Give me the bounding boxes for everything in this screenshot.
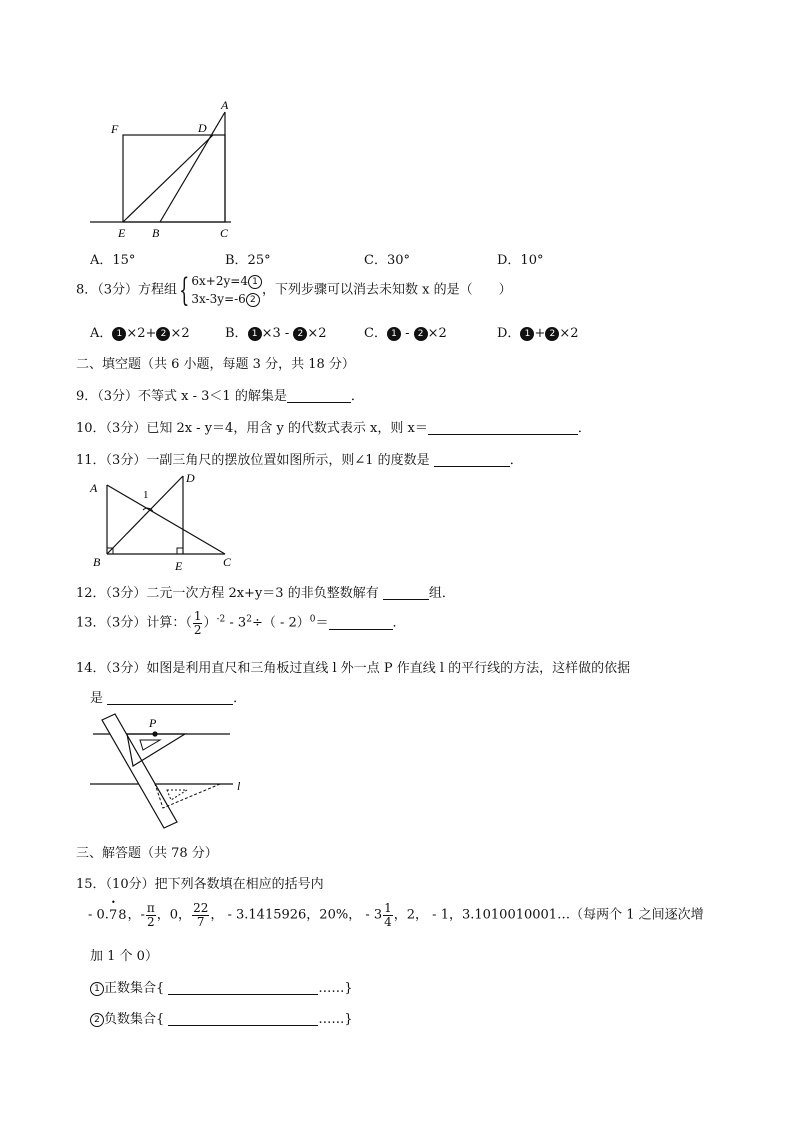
label-D: D [198, 121, 207, 135]
q8-option-c[interactable]: C． 1 - 2 ×2 [364, 326, 447, 341]
triangle-upper-inner [140, 740, 160, 750]
q9-answer-blank[interactable] [287, 388, 351, 403]
q7-option-c[interactable]: C．30° [364, 253, 410, 268]
q8-option-a[interactable]: A． 1 ×2+ 2 ×2 [90, 326, 190, 341]
question-14-line1: 14．（3分）如图是利用直尺和三角板过直线 l 外一点 P 作直线 l 的平行线的方法，这样做的依据 [76, 661, 631, 676]
negative-set: 2 负数集合{ ……} [90, 1008, 353, 1027]
figure-q11 [85, 470, 245, 575]
section-2-title: 二、填空题（共 6 小题，每题 3 分，共 18 分） [76, 357, 355, 372]
q14-answer-blank[interactable] [107, 690, 233, 705]
negative-set-blank[interactable] [168, 1011, 318, 1026]
positive-set: 1 正数集合{ ……} [90, 977, 353, 996]
fraction-pi-over-2: $\frac{\pi}{2}$ [146, 901, 155, 929]
q7-option-d[interactable]: D．10° [497, 253, 544, 268]
label-B: B [152, 226, 160, 240]
label-A: A [90, 481, 98, 495]
label-C: C [220, 226, 229, 240]
segment-a-to-b [160, 112, 225, 222]
q8-eq2: 3x-3y=-6 2 [191, 292, 259, 306]
question-15-numbers: - 0.• 78，- $\frac{\pi}{2}$ ，0， $\frac{22}{7}$ ， - 3.1415926，20%， - 3 $\frac{1}{4}$ ，2， - 1，3.1010010001…（每两个 1 之间逐次增 [88, 902, 704, 928]
ruler [102, 714, 177, 828]
q7-option-b[interactable]: B．25° [225, 253, 271, 268]
q8-prefix: 8．（3分）方程组 [76, 282, 178, 298]
q11-answer-blank[interactable] [434, 452, 510, 467]
q8-suffix: ，下列步骤可以消去未知数 x 的是（ ） [261, 282, 512, 298]
question-14-line2: 是 ． [90, 691, 247, 706]
circled-2: 2 [90, 1013, 104, 1027]
label-E: E [175, 559, 183, 573]
q12-answer-blank[interactable] [383, 585, 429, 600]
square-fedc [123, 135, 225, 222]
fraction-1-over-4: $\frac{1}{4}$ [384, 901, 392, 929]
right-angle-e [177, 548, 183, 554]
q8-eq1: 6x+2y=4 1 [191, 274, 262, 288]
repeating-decimal: • 78 [109, 908, 128, 923]
question-9: 9．（3分）不等式 x - 3＜1 的解集是 ． [76, 389, 364, 404]
line-ac [107, 485, 225, 554]
point-p [152, 731, 157, 736]
equation-system [191, 272, 262, 308]
question-10: 10．（3分）已知 2x - y＝4，用含 y 的代数式表示 x，则 x＝ ． [76, 421, 591, 436]
label-F: F [111, 122, 119, 136]
positive-set-blank[interactable] [168, 980, 318, 995]
question-11: 11．（3分）一副三角尺的摆放位置如图所示，则∠1 的度数是 ． [76, 453, 523, 468]
figure-q14 [85, 712, 255, 837]
question-15-title: 15．（10分）把下列各数填在相应的括号内 [76, 877, 324, 892]
q8-option-b[interactable]: B． 1 ×3 - 2 ×2 [225, 326, 327, 341]
label-E: E [118, 226, 126, 240]
circled-1: 1 [248, 275, 262, 289]
system-brace: { [179, 271, 190, 309]
label-B: B [93, 555, 101, 569]
q10-answer-blank[interactable] [428, 420, 578, 435]
label-D: D [186, 471, 195, 485]
fraction-22-over-7: $\frac{22}{7}$ [193, 901, 209, 929]
triangle-lower-inner [167, 790, 187, 800]
question-8 [76, 272, 512, 308]
figure-q7 [85, 95, 245, 245]
circled-1: 1 [90, 982, 104, 996]
label-C: C [223, 555, 232, 569]
question-12: 12．（3分）二元一次方程 2x+y＝3 的非负整数解有 组． [76, 586, 455, 601]
q13-answer-blank[interactable] [329, 615, 393, 630]
q8-option-d[interactable]: D． 1 + 2 ×2 [497, 326, 579, 341]
q7-option-a[interactable]: A．15° [90, 253, 136, 268]
label-angle-1: 1 [143, 489, 149, 501]
label-l: l [237, 779, 241, 793]
question-13: 13．（3分）计算：（ $\frac{1}{2}$ ）$^{-2} - 3^2\div( - 2)^0=$ ． [76, 609, 406, 637]
label-A: A [221, 98, 229, 112]
fraction-one-half: $\frac{1}{2}$ [193, 609, 202, 637]
circled-2: 2 [246, 293, 260, 307]
question-15-line2: 加 1 个 0） [90, 949, 158, 964]
section-3-title: 三、解答题（共 78 分） [76, 846, 218, 861]
label-P: P [149, 716, 157, 730]
line-bd [107, 476, 183, 554]
